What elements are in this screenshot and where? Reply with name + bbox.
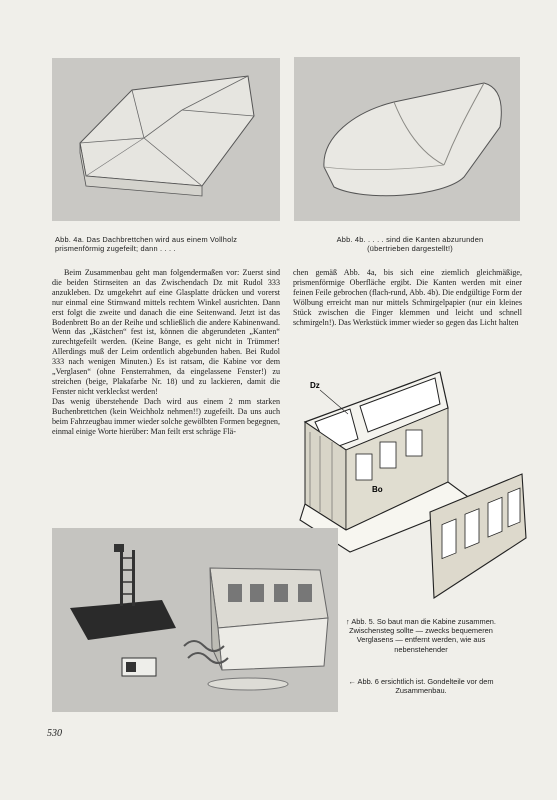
left-arrow-icon: ← xyxy=(348,677,356,686)
label-dz: Dz xyxy=(310,381,320,390)
label-bo: Bo xyxy=(372,485,383,494)
figure-5-text: Abb. 5. So baut man die Kabine zusammen. Zwischensteg sollte — zwecks bequemeren Verglasens — entfernt werden, wie aus nebenstehender xyxy=(349,617,496,654)
left-paragraph-2: Das wenig überstehende Dach wird aus einem 2 mm starken Buchenbrettchen (kein Weichholz nehmen!!) zugefeilt. Da uns auch beim Fahrzeugbau immer wieder solche gewölbten Formen begegnen, einmal einige Worte hierüber: Man feilt erst schräge Flä- xyxy=(52,396,280,436)
cabin-roof-prism-image xyxy=(52,58,280,221)
figure-4b-caption xyxy=(297,235,523,253)
up-arrow-icon: ↑ xyxy=(346,617,350,626)
right-paragraph-1: chen gemäß Abb. 4a, bis sich eine ziemlich gleichmäßige, prismenförmige Oberfläche ergibt. Die Kanten werden mit einer feinen Feile gebrochen (flach-rund, Abb. 4b). Die endgültige Form der Wölbung erreicht man nur mittels Schmirgelpapier (nur ein kleines Stück zwischen die Finger klemmen und leicht und schnell schmirgeln!). Das Werkstück immer wieder so gegen das Licht halten xyxy=(293,268,522,327)
left-column-text xyxy=(52,268,280,436)
left-paragraph-1: Beim Zusammenbau geht man folgendermaßen vor: Zuerst sind die beiden Stirnseiten an das Zwischendach Dz mit Rudol 333 anzukleben. Dz umgekehrt auf eine Glasplatte drücken und vorerst nur einmal eine Stirnwand mittels rechtem Winkel ausrichten. Dann erst folgt die zweite und danach die eine Seitenwand. Jetzt ist das Bodenbrett Bo an der Reihe und schließlich die andere Kabinenwand. Wenn das „Kästchen“ fest ist, können die abgerundeten „Kanten“ zurechtgefeilt werden. (Keine Bange, es geht nicht in Trümmer! Allerdings muß der Leim ordentlich abgebunden haben. Bei Rudol 333 nach wenigen Minuten.) Es ist ratsam, die Kabine vor dem „Verglasen“ (ohne Fensterrahmen, da eingelassene Fenster!) zu streichen (beige, Plakafarbe Nr. 18) und zu lackieren, damit die Fenster nicht verkleckst werden! xyxy=(52,268,280,396)
parts-image xyxy=(52,528,338,712)
figure-4a-caption: Abb. 4a. Das Dachbrettchen wird aus einem Vollholz prismenförmig zugefeilt; dann . . . . xyxy=(55,235,238,253)
figure-4b-caption-line1: Abb. 4b. . . . . sind die Kanten abzurunden xyxy=(336,235,484,244)
figure-6-caption xyxy=(346,677,496,695)
gondola-parts-photo xyxy=(52,528,338,712)
page-number: 530 xyxy=(47,728,62,739)
figure-4b-caption-line2: (übertrieben dargestellt!) xyxy=(367,244,453,253)
figure-4a-photo xyxy=(52,58,280,221)
figure-4b-photo xyxy=(294,57,520,221)
figure-5-caption xyxy=(346,617,496,654)
right-column-text xyxy=(293,268,522,327)
rounded-roof-image xyxy=(294,57,520,221)
figure-6-text: Abb. 6 ersichtlich ist. Gondelteile vor dem Zusammenbau. xyxy=(357,677,494,696)
